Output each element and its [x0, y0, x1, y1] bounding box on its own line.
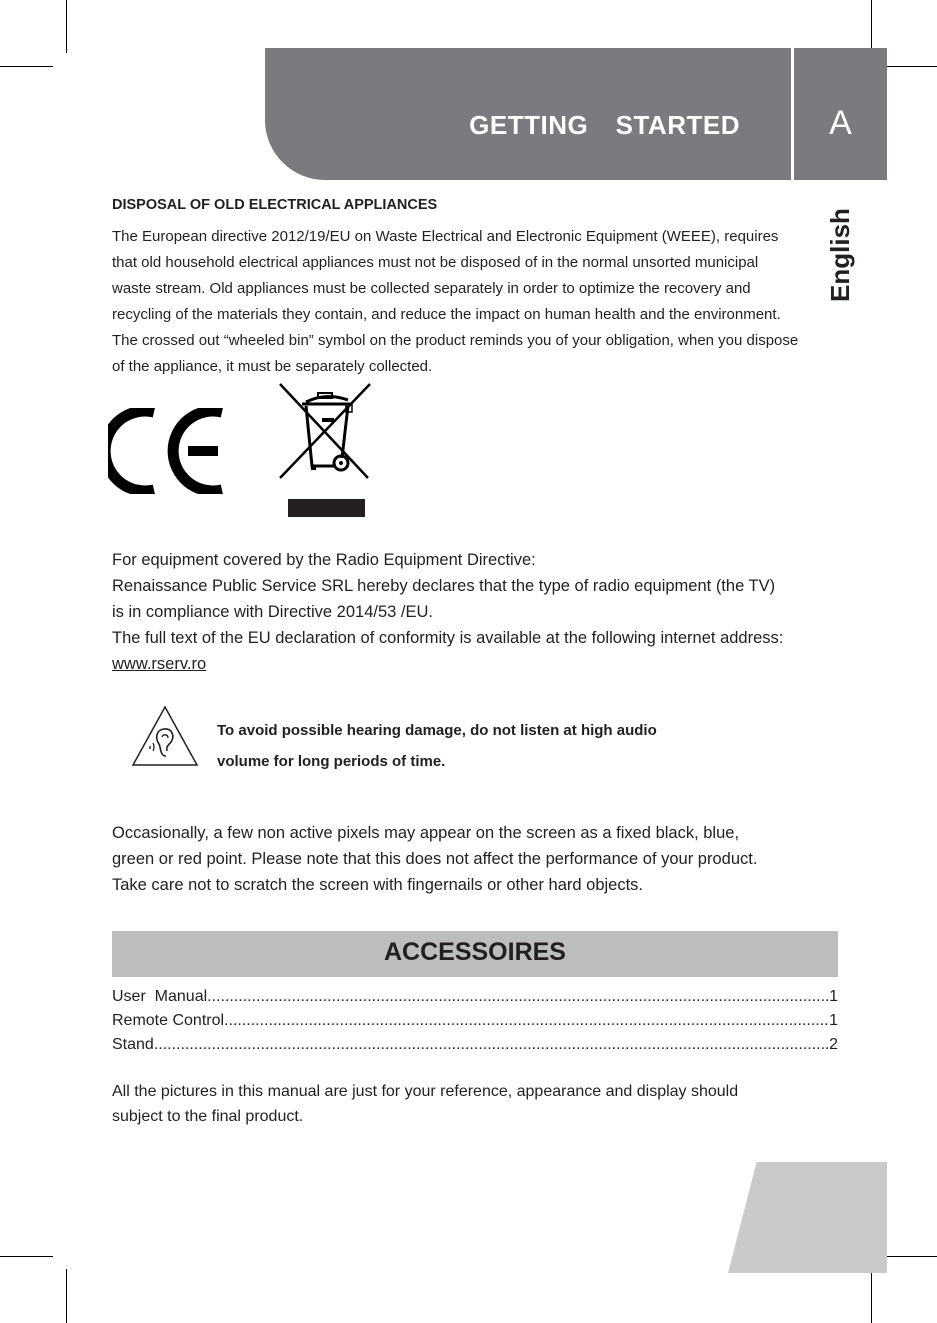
section-letter: A: [829, 104, 852, 142]
footer-line: All the pictures in this manual are just for your reference, appearance and display should: [112, 1083, 739, 1100]
red-declaration: [112, 547, 840, 677]
accessory-name: Remote Control: [112, 1012, 225, 1029]
dot-leader: [224, 1012, 829, 1030]
page-corner-tab: [728, 1162, 887, 1273]
disposal-line: The European directive 2012/19/EU on Waste Electrical and Electronic Equipment (WEEE), requires: [112, 228, 779, 245]
warning-line: volume for long periods of time.: [217, 753, 446, 770]
red-line: Renaissance Public Service SRL hereby declares that the type of radio equipment (the TV): [112, 577, 776, 595]
pixels-line: green or red point. Please note that this does not affect the performance of your product.: [112, 850, 758, 868]
dot-leader: [154, 1036, 829, 1054]
pixels-line: Occasionally, a few non active pixels may appear on the screen as a fixed black, blue,: [112, 824, 740, 842]
crop-mark: [884, 66, 937, 67]
accessory-qty: 2: [829, 1036, 838, 1053]
website-link[interactable]: www.rserv.ro: [112, 655, 207, 673]
disposal-line: waste stream. Old appliances must be collected separately in order to optimize the recovery and: [112, 280, 751, 297]
hearing-warning-icon: [130, 704, 200, 768]
crop-mark: [871, 1269, 872, 1323]
crop-mark: [66, 1269, 67, 1323]
crop-mark: [871, 0, 872, 53]
disposal-heading: DISPOSAL OF OLD ELECTRICAL APPLIANCES: [112, 197, 438, 213]
accessories-title: ACCESSOIRES: [384, 938, 566, 966]
footer-note: [112, 1079, 840, 1129]
accessory-name: Stand: [112, 1036, 154, 1053]
footer-line: subject to the final product.: [112, 1108, 304, 1125]
disposal-line: that old household electrical appliances must not be disposed of in the normal unsorted municipal: [112, 254, 759, 271]
warning-line: To avoid possible hearing damage, do not listen at high audio: [217, 722, 657, 739]
ce-mark-icon: [108, 408, 226, 494]
crop-mark: [66, 0, 67, 53]
pixels-line: Take care not to scratch the screen with fingernails or other hard objects.: [112, 876, 644, 894]
page-title: GETTING STARTED: [469, 110, 740, 140]
hearing-warning-text: [217, 715, 657, 777]
crop-mark: [0, 66, 53, 67]
disposal-line: of the appliance, it must be separately collected.: [112, 358, 433, 375]
accessory-item: [112, 1012, 838, 1036]
accessory-item: [112, 1036, 838, 1060]
disposal-line: The crossed out “wheeled bin” symbol on the product reminds you of your obligation, when you dispose: [112, 332, 799, 349]
crossed-wheeled-bin-icon: [276, 380, 376, 520]
accessory-qty: 1: [829, 988, 838, 1005]
red-line: The full text of the EU declaration of conformity is available at the following internet address:: [112, 629, 784, 647]
accessory-qty: 1: [829, 1012, 838, 1029]
pixels-paragraph: [112, 820, 840, 898]
disposal-line: recycling of the materials they contain, and reduce the impact on human health and the environment.: [112, 306, 781, 323]
red-line: is in compliance with Directive 2014/53 /EU.: [112, 603, 433, 621]
crop-mark: [0, 1256, 53, 1257]
red-line: For equipment covered by the Radio Equipment Directive:: [112, 551, 536, 569]
disposal-paragraph: [112, 224, 840, 380]
crop-mark: [884, 1256, 937, 1257]
accessory-name: User Manual: [112, 988, 208, 1005]
language-tab: English: [825, 208, 855, 302]
dot-leader: [207, 988, 829, 1006]
accessory-item: [112, 988, 838, 1012]
